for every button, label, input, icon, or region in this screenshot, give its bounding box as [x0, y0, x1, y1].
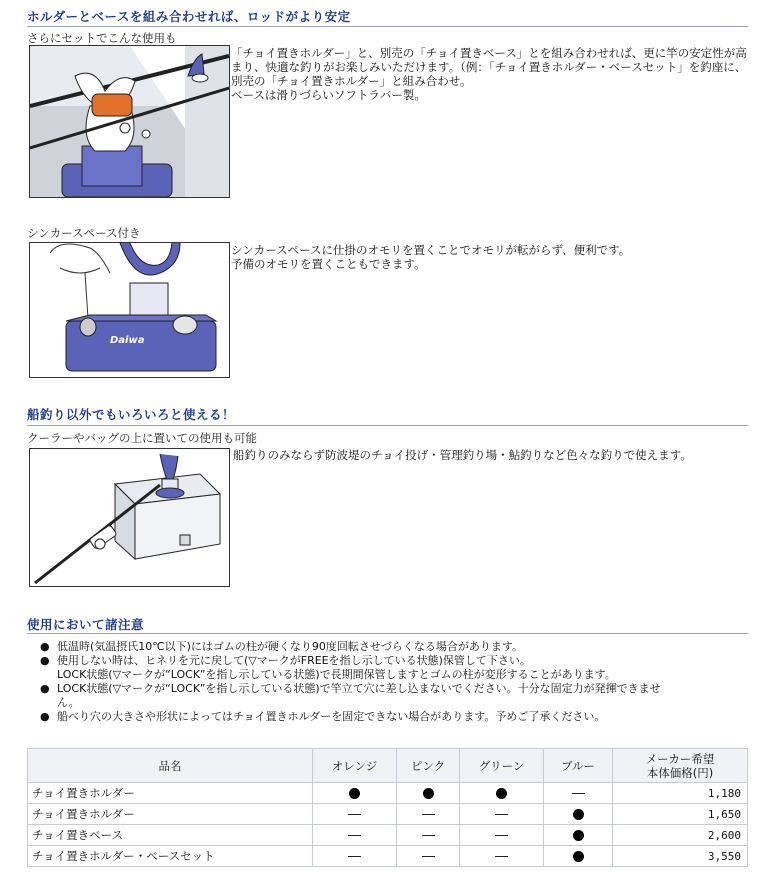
- header-green: グリーン: [460, 749, 544, 783]
- table-row: [28, 846, 748, 867]
- section3-description: [233, 448, 692, 462]
- available-dot-icon: [573, 809, 584, 820]
- unavailable-dash-icon: [495, 814, 508, 815]
- note-text: LOCK状態(▽マークが“LOCK”を指し示している状態)で竿立て穴に差し込まないでください。十分な固定力が発揮できませ: [57, 682, 661, 695]
- illustration-sinker-space: [29, 242, 230, 378]
- availability-cell-pink: [397, 804, 460, 825]
- unavailable-dash-icon: [422, 835, 435, 836]
- note-text: LOCK状態(▽マークが“LOCK”を指し示している状態)で長期間保管しますとゴムの柱が変形することがあります。: [57, 668, 616, 681]
- section-heading-other-uses: 船釣り以外でもいろいろと使える！: [27, 407, 236, 422]
- unavailable-dash-icon: [422, 856, 435, 857]
- bullet-icon: ●: [40, 640, 50, 653]
- text-line: 船釣りのみならず防波堤のチョイ投げ・管理釣り場・鮎釣りなど色々な釣りで使えます。: [233, 448, 692, 462]
- available-dot-icon: [349, 788, 360, 799]
- availability-cell-green: [460, 783, 544, 804]
- availability-cell-orange: [313, 804, 397, 825]
- list-item: [40, 710, 740, 724]
- availability-cell-blue: [544, 804, 613, 825]
- unavailable-dash-icon: [348, 835, 361, 836]
- section-subtitle-set-usage: さらにセットでこんな使用も: [27, 31, 177, 45]
- text-line: シンカースペースに仕掛のオモリを置くことでオモリが転がらず、便利です。: [231, 243, 631, 257]
- section-heading-combination: ホルダーとベースを組み合わせれば、ロッドがより安定: [27, 9, 351, 24]
- header-blue: ブルー: [544, 749, 613, 783]
- product-name-cell: チョイ置きベース: [28, 825, 313, 846]
- availability-cell-pink: [397, 825, 460, 846]
- price-cell: 2,600: [613, 825, 748, 846]
- availability-cell-blue: [544, 783, 613, 804]
- product-name-cell: チョイ置きホルダー: [28, 804, 313, 825]
- unavailable-dash-icon: [348, 814, 361, 815]
- table-row: [28, 804, 748, 825]
- availability-cell-orange: [313, 825, 397, 846]
- note-text: 低温時(気温摂氏10℃以下)にはゴムの柱が硬くなり90度回転させづらくなる場合があります。: [57, 640, 524, 653]
- availability-cell-orange: [313, 846, 397, 867]
- section-divider: [27, 633, 748, 634]
- availability-cell-blue: [544, 846, 613, 867]
- text-line: 予備のオモリを置くこともできます。: [231, 257, 426, 271]
- note-text: 使用しない時は、ヒネリを元に戻して(▽マークがFREEを指し示している状態)保管して下さい。: [57, 654, 531, 667]
- availability-cell-pink: [397, 846, 460, 867]
- table-header-row: [28, 749, 748, 783]
- bullet-icon: ●: [40, 654, 50, 667]
- text-line: まり、快適な釣りがお楽しみいただけます。（例：「チョイ置きホルダー・ベースセット」を釣座に、: [231, 60, 747, 74]
- illustration-cooler-usage: [29, 448, 230, 587]
- availability-cell-green: [460, 825, 544, 846]
- availability-cell-orange: [313, 783, 397, 804]
- section-heading-precautions: 使用において諸注意: [27, 617, 145, 632]
- text-line: 別売の「チョイ置きホルダー」と組み合わせ。: [231, 74, 472, 88]
- section2-description: [231, 243, 630, 271]
- header-orange: オレンジ: [313, 749, 397, 783]
- list-item: [40, 654, 740, 682]
- section1-description: [231, 46, 747, 102]
- availability-cell-blue: [544, 825, 613, 846]
- section-divider: [27, 425, 748, 426]
- product-name-cell: チョイ置きホルダー: [28, 783, 313, 804]
- unavailable-dash-icon: [495, 856, 508, 857]
- daiwa-logo: Daiwa: [110, 335, 145, 346]
- precautions-list: [40, 640, 740, 724]
- price-table: [27, 748, 748, 867]
- unavailable-dash-icon: [495, 835, 508, 836]
- available-dot-icon: [573, 851, 584, 862]
- product-name-cell: チョイ置きホルダー・ベースセット: [28, 846, 313, 867]
- table-row: [28, 825, 748, 846]
- text-line: 「チョイ置きホルダー」と、別売の「チョイ置きベース」とを組み合わせれば、更に竿の安定性が高: [231, 46, 747, 60]
- illustration-holder-base-set: [29, 45, 230, 198]
- unavailable-dash-icon: [422, 814, 435, 815]
- list-item: [40, 682, 740, 710]
- header-product-name: 品名: [28, 749, 313, 783]
- available-dot-icon: [573, 830, 584, 841]
- price-cell: 3,550: [613, 846, 748, 867]
- bullet-icon: ●: [40, 682, 50, 695]
- header-price: [613, 749, 748, 783]
- available-dot-icon: [423, 788, 434, 799]
- header-pink: ピンク: [397, 749, 460, 783]
- unavailable-dash-icon: [572, 793, 585, 794]
- availability-cell-green: [460, 846, 544, 867]
- section-divider: [27, 26, 748, 27]
- header-price-line2: 本体価格(円): [646, 765, 714, 780]
- price-cell: 1,650: [613, 804, 748, 825]
- availability-cell-pink: [397, 783, 460, 804]
- note-text: 船べり穴の大きさや形状によってはチョイ置きホルダーを固定できない場合があります。予めご了承ください。: [57, 710, 606, 723]
- list-item: [40, 640, 740, 654]
- note-text: ん。: [57, 696, 80, 709]
- price-cell: 1,180: [613, 783, 748, 804]
- available-dot-icon: [496, 788, 507, 799]
- availability-cell-green: [460, 804, 544, 825]
- section-subtitle-sinker-space: シンカースペース付き: [27, 226, 141, 240]
- bullet-icon: ●: [40, 710, 50, 723]
- table-row: [28, 783, 748, 804]
- unavailable-dash-icon: [348, 856, 361, 857]
- section-subtitle-cooler: クーラーやバッグの上に置いての使用も可能: [27, 431, 257, 445]
- header-price-line1: メーカー希望: [645, 751, 715, 766]
- text-line: ベースは滑りづらいソフトラバー製。: [231, 88, 426, 102]
